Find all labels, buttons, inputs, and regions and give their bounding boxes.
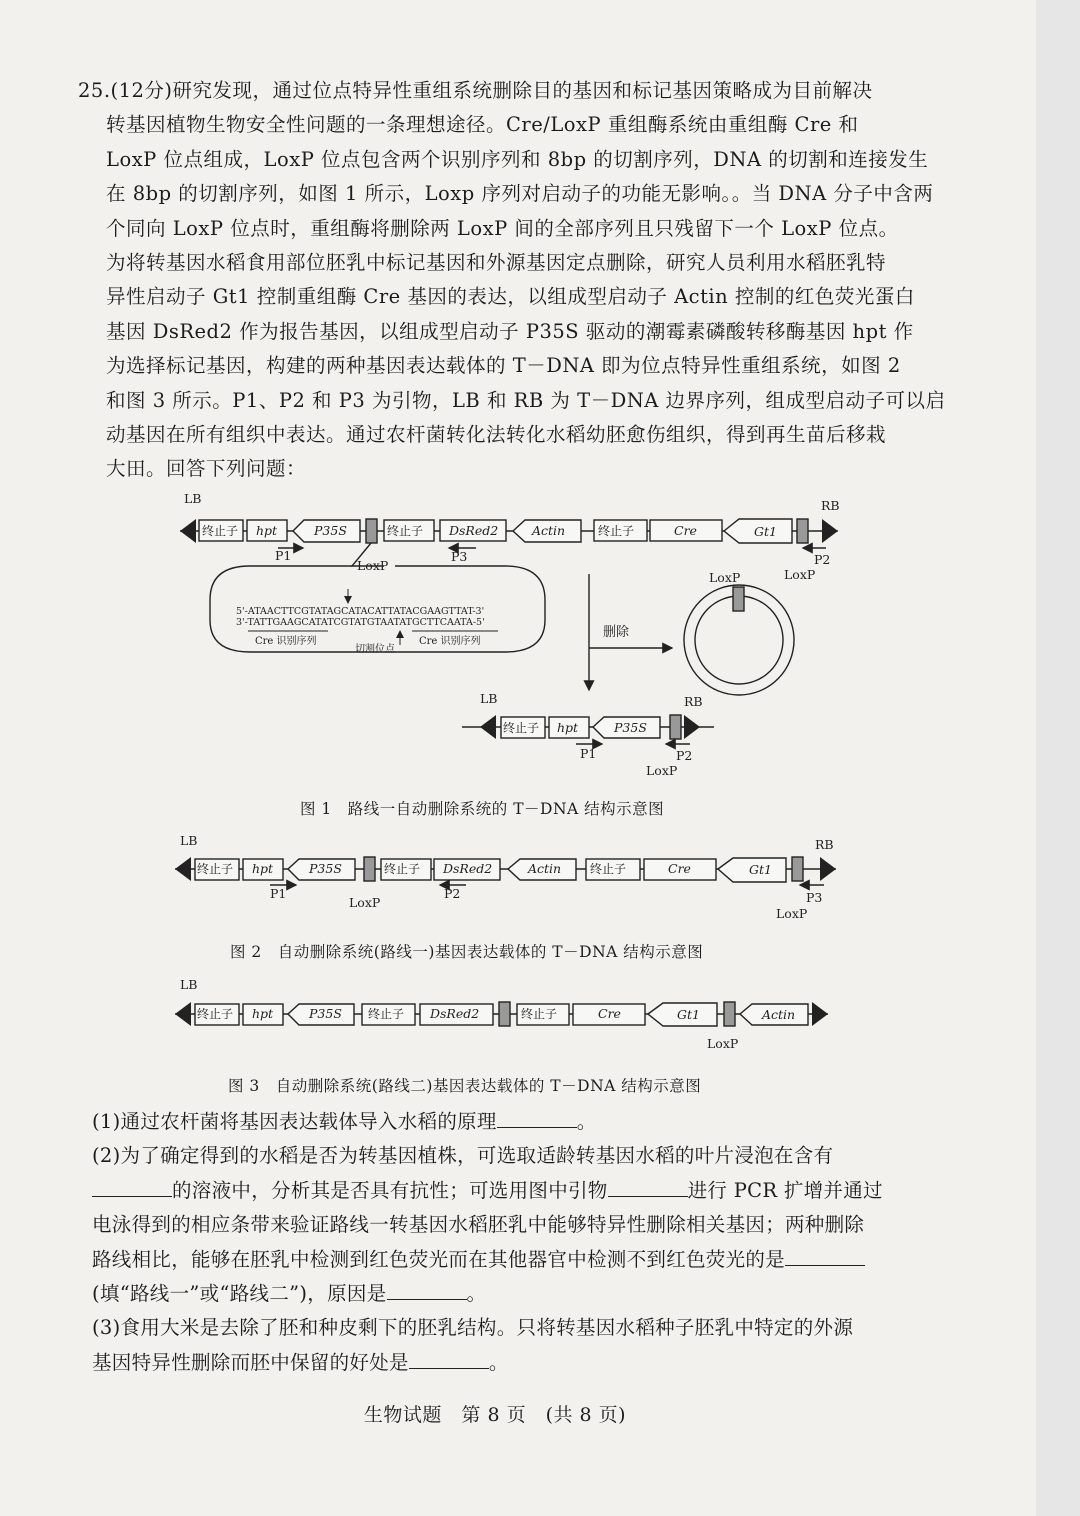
gene-terminator: 终止子 (384, 862, 421, 876)
primer-p2: P2 (444, 886, 461, 901)
stem-line: 在 8bp 的切割序列，如图 1 所示，Loxp 序列对启动子的功能无影响。。当 DNA 分子中含两 (106, 182, 934, 206)
stem-line: 基因 DsRed2 作为报告基因，以组成型启动子 P35S 驱动的潮霉素磷酸转移酶基因 hpt 作 (106, 319, 914, 343)
answer-blank[interactable] (409, 1350, 489, 1369)
q2-line4: 路线相比，能够在胚乳中检测到红色荧光而在其他器官中检测不到红色荧光的是 (92, 1243, 952, 1277)
stem-line: 大田。回答下列问题： (106, 457, 307, 481)
answer-blank[interactable] (608, 1178, 688, 1197)
loxp-label: LoxP (646, 763, 678, 778)
stem-line: LoxP 位点组成，LoxP 位点包含两个识别序列和 8bp 的切割序列，DNA 的切割和连接发生 (106, 147, 929, 171)
answer-blank[interactable] (785, 1247, 865, 1266)
seq-top: 5'-ATAACTTCGTATAGCATACATTATACGAAGTTAT-3' (236, 606, 485, 617)
stem-line: 动基因在所有组织中表达。通过农杆菌转化法转化水稻幼胚愈伤组织，得到再生苗后移栽 (106, 423, 887, 447)
lb-label: LB (184, 491, 202, 506)
answer-blank[interactable] (387, 1281, 467, 1300)
gene-terminator: 终止子 (202, 524, 239, 538)
primer-p1: P1 (580, 746, 597, 761)
gene-hpt: hpt (252, 861, 274, 876)
rb-label: RB (684, 694, 703, 709)
gene-hpt: hpt (252, 1006, 274, 1021)
rb-label: RB (821, 498, 840, 513)
loxp-label: LoxP (349, 895, 381, 910)
q3-line1: (3)食用大米是去除了胚和种皮剩下的胚乳结构。只将转基因水稻种子胚乳中特定的外源 (92, 1316, 854, 1340)
primer-p1: P1 (270, 886, 287, 901)
primer-p3: P3 (806, 890, 823, 905)
lb-label: LB (480, 691, 498, 706)
loxp-label: LoxP (707, 1036, 739, 1051)
gene-gt1: Gt1 (749, 862, 772, 877)
q2-line5: (填“路线一”或“路线二”)，原因是 。 (92, 1282, 487, 1306)
answer-blank[interactable] (497, 1109, 577, 1128)
gene-dsred2: DsRed2 (449, 523, 499, 538)
gene-cre: Cre (674, 523, 697, 538)
page-footer: 生物试题 第 8 页 (共 8 页) (363, 1404, 627, 1426)
fig3-caption: 图 3 自动删除系统(路线二)基因表达载体的 T－DNA 结构示意图 (228, 1077, 702, 1095)
gene-terminator: 终止子 (503, 721, 540, 735)
gene-actin: Actin (532, 523, 566, 538)
sub-questions (92, 1105, 952, 1380)
answer-blank[interactable] (92, 1178, 172, 1197)
stem-line: 异性启动子 Gt1 控制重组酶 Cre 基因的表达，以组成型启动子 Actin 控制的红色荧光蛋白 (106, 285, 915, 309)
rb-border (822, 519, 838, 543)
gene-terminator: 终止子 (590, 862, 627, 876)
loxp-label: LoxP (784, 567, 816, 582)
stem-line: 为将转基因水稻食用部位胚乳中标记基因和外源基因定点删除，研究人员利用水稻胚乳特 (106, 251, 887, 275)
cre-recognition-left: Cre 识别序列 (255, 636, 317, 647)
gene-cre: Cre (598, 1006, 621, 1021)
q2-line2: 的溶液中，分析其是否具有抗性；可选用图中引物 进行 PCR 扩增并通过 (92, 1174, 952, 1208)
gene-terminator: 终止子 (197, 1007, 234, 1021)
gene-terminator: 终止子 (197, 862, 234, 876)
q3-line2: 基因特异性删除而胚中保留的好处是 。 (92, 1350, 509, 1374)
gene-hpt: hpt (557, 720, 579, 735)
rb-label: RB (815, 837, 834, 852)
gene-terminator: 终止子 (598, 524, 635, 538)
q1: (1)通过农杆菌将基因表达载体导入水稻的原理 。 (92, 1110, 597, 1133)
stem-line: 和图 3 所示。P1、P2 和 P3 为引物，LB 和 RB 为 T－DNA 边界序列，组成型启动子可以启 (106, 388, 946, 412)
gene-actin: Actin (528, 861, 562, 876)
gene-hpt: hpt (256, 523, 278, 538)
primer-p2: P2 (814, 552, 831, 567)
gene-p35s: P35S (309, 861, 342, 876)
gene-terminator: 终止子 (521, 1007, 558, 1021)
fig1-residual (462, 715, 714, 744)
stem-line: 个同向 LoxP 位点时，重组酶将删除两 LoxP 间的全部序列且只残留下一个 LoxP 位点。 (106, 216, 899, 240)
gene-cre: Cre (668, 861, 691, 876)
primer-p1: P1 (275, 548, 292, 563)
fig2-caption: 图 2 自动删除系统(路线一)基因表达载体的 T－DNA 结构示意图 (230, 943, 704, 961)
q2-line1: (2)为了确定得到的水稻是否为转基因植株，可选取适龄转基因水稻的叶片浸泡在含有 (92, 1144, 834, 1168)
lb-border (180, 519, 196, 543)
loxp-label: LoxP (709, 570, 741, 585)
fig2-construct (175, 857, 836, 885)
fig1-caption: 图 1 路线一自动删除系统的 T－DNA 结构示意图 (300, 800, 665, 818)
stem-line: 转基因植物生物安全性问题的一条理想途径。Cre/LoxP 重组酶系统由重组酶 Cre 和 (106, 113, 859, 137)
lb-label: LB (180, 833, 198, 848)
cut-site-label: 切割位点 (355, 644, 395, 655)
stem-line: 为选择标记基因，构建的两种基因表达载体的 T－DNA 即为位点特异性重组系统，如图 2 (106, 354, 901, 378)
gene-actin: Actin (762, 1007, 796, 1022)
loxp-label: LoxP (776, 906, 808, 921)
gene-p35s: P35S (314, 523, 347, 538)
seq-bottom: 3'-TATTGAAGCATATCGTATGTAATATGCTTCAATA-5' (236, 617, 485, 628)
gene-dsred2: DsRed2 (443, 861, 493, 876)
gene-p35s: P35S (614, 720, 647, 735)
lb-label: LB (180, 977, 198, 992)
gene-gt1: Gt1 (677, 1007, 700, 1022)
loxp-sequence (236, 589, 498, 655)
loxp-label: LoxP (357, 558, 389, 573)
gene-p35s: P35S (309, 1006, 342, 1021)
stem-line: 25.(12分)研究发现，通过位点特异性重组系统删除目的基因和标记基因策略成为目前解决 (78, 79, 873, 102)
q2-line3: 电泳得到的相应条带来验证路线一转基因水稻胚乳中能够特异性删除相关基因；两种删除 (92, 1213, 865, 1237)
primer-p2: P2 (676, 748, 693, 763)
delete-label: 删除 (603, 625, 630, 640)
cre-recognition-right: Cre 识别序列 (419, 636, 481, 647)
gene-dsred2: DsRed2 (430, 1006, 480, 1021)
gene-gt1: Gt1 (754, 524, 777, 539)
primer-p3: P3 (451, 549, 468, 564)
gene-terminator: 终止子 (387, 524, 424, 538)
gene-terminator: 终止子 (368, 1007, 405, 1021)
